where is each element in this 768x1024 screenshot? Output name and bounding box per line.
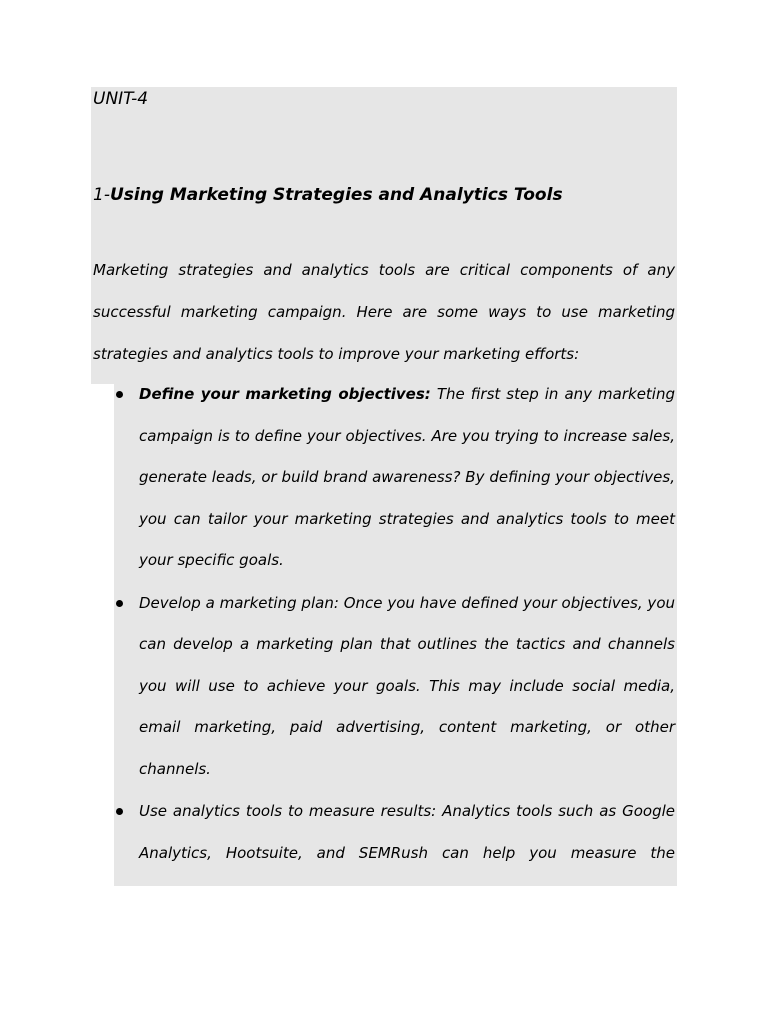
list-item <box>114 583 675 791</box>
page-bottom-margin <box>114 886 714 1024</box>
list-item-text: Use analytics tools to measure results: Analytics tools such as Google Analytics, Hootsuite, and SEMRush can help you measure the <box>139 802 675 862</box>
bullet-dot-icon <box>116 600 123 607</box>
list-item-text: Develop a marketing plan: Once you have defined your objectives, you can develop a marketing plan that outlines the tactics and channels you will use to achieve your goals. This may include social media, email marketing, paid advertising, content marketing, or other channels. <box>139 593 675 778</box>
list-item-lead: Define your marketing objectives: <box>139 385 431 403</box>
intro-paragraph: Marketing strategies and analytics tools are critical components of any successful marketing campaign. Here are some ways to use marketing strategies and analytics tools to improve your marketing efforts: <box>93 261 675 363</box>
list-item <box>114 374 675 582</box>
list-item-text: The first step in any marketing campaign is to define your objectives. Are you trying to increase sales, generate leads, or build brand awareness? By defining your objectives, you can tailor your marketing strategies and analytics tools to meet your specific goals. <box>139 385 676 570</box>
heading-title: Using Marketing Strategies and Analytics Tools <box>109 185 563 205</box>
bullet-dot-icon <box>116 808 123 815</box>
heading-number: 1- <box>93 185 110 205</box>
unit-label: UNIT-4 <box>93 89 149 109</box>
bullet-dot-icon <box>116 391 123 398</box>
section-heading <box>93 183 563 207</box>
